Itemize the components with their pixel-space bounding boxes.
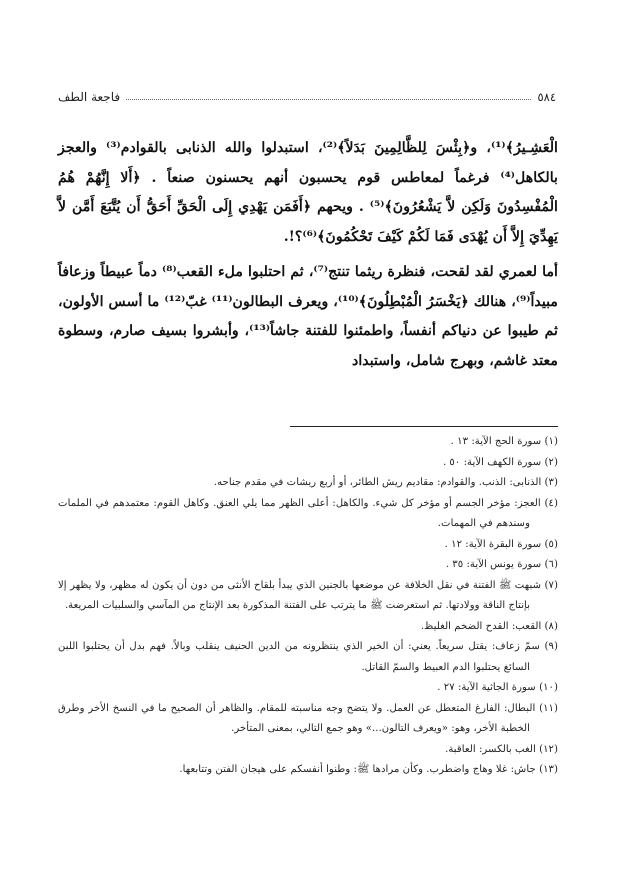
footnote-13: (١٣) جاش: غلا وهاج واضطرب. وكأن مرادها ﷺ: وطنوا أنفسكم على هيجان الفتن وتتابعها. <box>179 764 558 775</box>
running-title: فاجعة الطف <box>58 90 121 104</box>
footnote-9: (٩) سمّ زعاف: يقتل سريعاً. يعني: أن الخير الذي ينتظرونه من الدين الحنيف ينقلب وبالاً. فهم بدل أن يحتلبوا اللبن السائغ يحتلبوا الدم العبيط والسمّ القاتل. <box>58 641 558 673</box>
footnote-5: (٥) سورة البقرة الآية: ١٢ . <box>444 538 558 550</box>
footnote-separator <box>290 426 558 427</box>
footnote-12: (١٢) الغب بالكسر: العاقبة. <box>445 743 558 755</box>
header-dot-leader <box>126 98 531 100</box>
body-paragraph-2: أما لعمري لقد لقحت، فنظرة ريثما تنتج⁽⁷⁾، ثم احتلبوا ملء القعب⁽⁸⁾ دماً عبيطاً وزعافاً مبيداً⁽⁹⁾، هنالك ﴿يَخْسَرُ الْمُبْطِلُونَ﴾⁽¹⁰⁾، ويعرف البطالون⁽¹¹⁾ غبّ⁽¹²⁾ ما أسس الأولون، ثم طيبوا عن دنياكم أنفساً، واطمئنوا للفتنة جاشاً⁽¹³⁾، وأبشروا بسيف صارم، وسطوة معتد غاشم، وبهرج شامل، واستبداد <box>58 264 559 369</box>
running-header <box>58 88 556 106</box>
footnote-10: (١٠) سورة الجاثية الآية: ٢٧ . <box>437 682 558 693</box>
footnote-4: (٤) العجز: مؤخر الجسم أو مؤخر كل شيء. والكاهل: أعلى الظهر مما يلي العنق. وكاهل القوم: معتمدهم في الملمات وسندهم في المهمات. <box>58 497 558 529</box>
page-number: ٥٨٤ <box>537 90 556 104</box>
main-text <box>58 134 558 382</box>
footnote-11: (١١) البطال: الفارغ المتعطل عن العمل. ولا يتضح وجه مناسبته للمقام. والظاهر أن الصحيح ما في النسخ الأخر وطرق الخطبة الأخر، وهو: «ويعرف التالون...» وهو جمع التالي، بمعنى المتأخر. <box>58 702 558 734</box>
footnote-6: (٦) سورة يونس الآية: ٣٥ . <box>445 559 558 570</box>
footnotes <box>58 432 558 781</box>
footnote-3: (٣) الذنابى: الذنب. والقوادم: مقاديم ريش الطائر، أو أربع ريشات في مقدم جناحه. <box>213 477 558 488</box>
footnote-7: (٧) شبهت ﷺ الفتنة في نقل الخلافة عن موضعها بالجنين الذي يبدأ بلقاح الأنثى من دون أن يكون له مظهر، ولا يظهر إلا بإنتاج الناقة وولادتها. ثم استعرضت ﷺ ما يترتب على الفتنة المذكورة بعد الإنتاج من المآسي والسلبيات المريعة. <box>58 579 558 611</box>
footnote-8: (٨) القعب: القدح الضخم الغليظ. <box>420 620 558 632</box>
footnote-2: (٢) سورة الكهف الآية: ٥٠ . <box>442 456 558 468</box>
body-paragraph-1: الْعَشِـيرُ﴾⁽¹⁾، و﴿بِئْسَ لِلظَّالِمِينَ بَدَلاً﴾⁽²⁾، استبدلوا والله الذنابى بالقوادم⁽³⁾ والعجز بالكاهل⁽⁴⁾ فرغماً لمعاطس قوم يحسبون أنهم يحسنون صنعاً . ﴿أَلا إِنَّهُمْ هُمُ الْمُفْسِدُونَ وَلَكِن لاَّ يَشْعُرُونَ﴾⁽⁵⁾ . ويحهم ﴿أَفَمَن يَهْدِي إِلَى الْحَقِّ أَحَقُّ أَن يُتَّبَعَ أَمَّن لاَّ يَهِدِّيَ إِلاَّ أَن يُهْدَى فَمَا لَكُمْ كَيْفَ تَحْكُمُونَ﴾⁽⁶⁾؟!. <box>58 140 558 245</box>
footnote-1: (١) سورة الحج الآية: ١٣ . <box>450 436 558 447</box>
